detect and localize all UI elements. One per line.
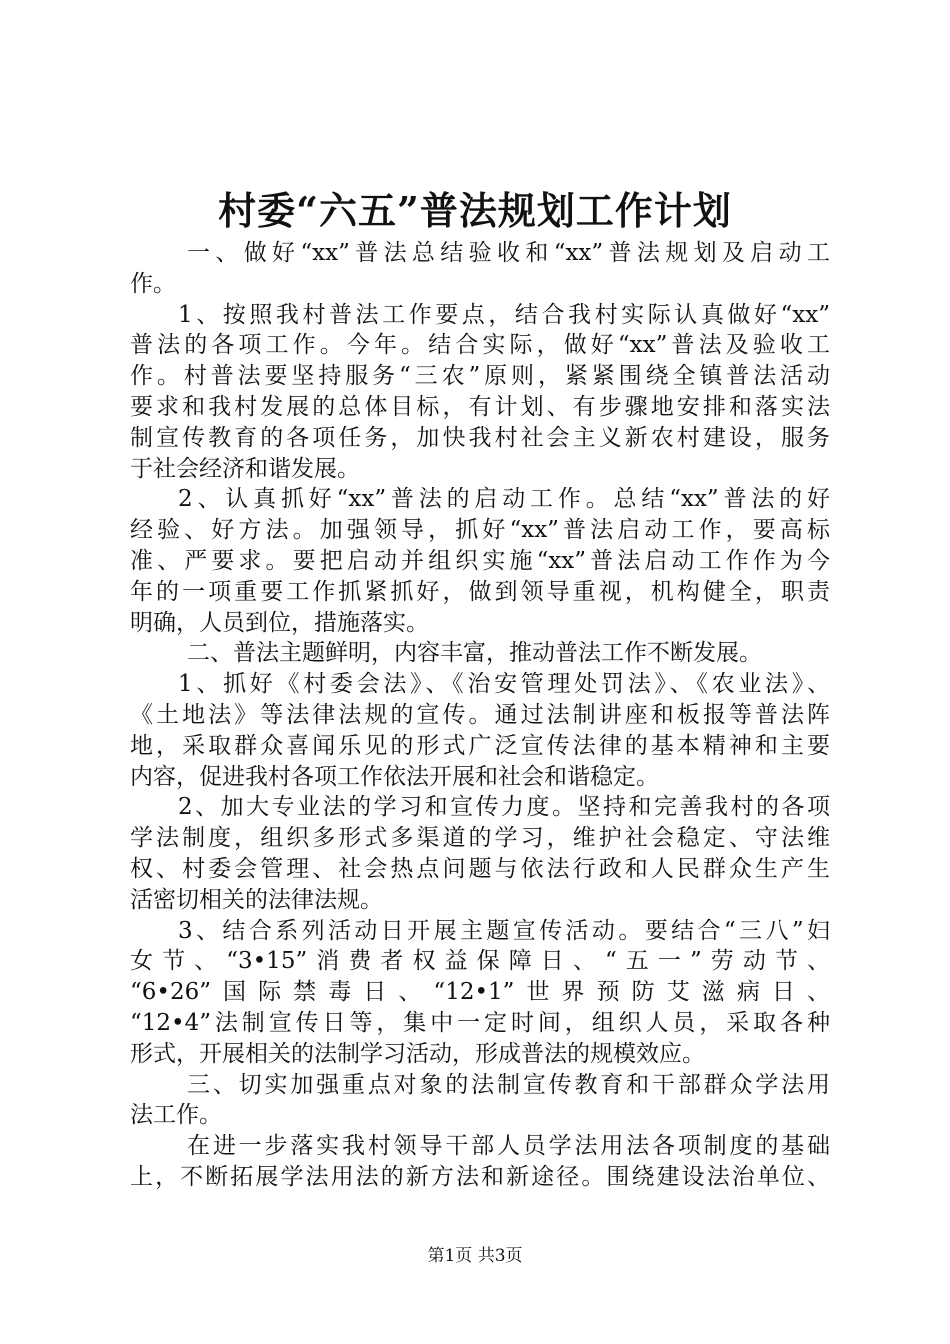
paragraph-line: 1、按照我村普法工作要点，结合我村实际认真做好“xx” <box>178 301 830 328</box>
paragraph-line: 学法制度，组织多形式多渠道的学习，维护社会稳定、守法维 <box>130 825 830 852</box>
paragraph-line: 《土地法》等法律法规的宣传。通过法制讲座和板报等普法阵 <box>130 701 830 728</box>
paragraph-line: 1、抓好《村委会法》、《治安管理处罚法》、《农业法》、 <box>178 671 830 698</box>
paragraph-line: 权、村委会管理、社会热点问题与依法行政和人民群众生产生 <box>130 855 830 882</box>
paragraph-line: 三、切实加强重点对象的法制宣传教育和干部群众学法用 <box>187 1071 830 1098</box>
document-body <box>130 238 830 1193</box>
paragraph-line: 经验、好方法。加强领导，抓好“xx”普法启动工作，要高标 <box>130 517 830 544</box>
paragraph-line: 3、结合系列活动日开展主题宣传活动。要结合“三八”妇 <box>178 917 830 944</box>
paragraph-line: 地，采取群众喜闻乐见的形式广泛宣传法律的基本精神和主要 <box>130 732 830 759</box>
paragraph-line: 年的一项重要工作抓紧抓好，做到领导重视，机构健全，职责 <box>130 578 830 605</box>
paragraph-line: 在进一步落实我村领导干部人员学法用法各项制度的基础 <box>187 1133 830 1160</box>
paragraph-line: 制宣传教育的各项任务，加快我村社会主义新农村建设，服务 <box>130 424 830 451</box>
paragraph-line: 要求和我村发展的总体目标，有计划、有步骤地安排和落实法 <box>130 393 830 420</box>
paragraph-line: 上，不断拓展学法用法的新方法和新途径。围绕建设法治单位、 <box>130 1163 830 1190</box>
paragraph-line: 明确，人员到位，措施落实。 <box>130 609 429 636</box>
paragraph-line: 法工作。 <box>130 1102 222 1129</box>
paragraph-line: 一、做好“xx”普法总结验收和“xx”普法规划及启动工 <box>187 240 830 266</box>
paragraph-line: 活密切相关的法律法规。 <box>130 886 383 913</box>
paragraph-line: 于社会经济和谐发展。 <box>130 455 360 482</box>
paragraph-line: 普法的各项工作。今年。结合实际，做好“xx”普法及验收工 <box>130 332 830 359</box>
paragraph-line: “12•4”法制宣传日等，集中一定时间，组织人员，采取各种 <box>130 1009 830 1036</box>
paragraph-line: 2、加大专业法的学习和宣传力度。坚持和完善我村的各项 <box>178 794 830 821</box>
paragraph-line: 作。村普法要坚持服务“三农”原则，紧紧围绕全镇普法活动 <box>130 363 830 390</box>
paragraph-line: 准、严要求。要把启动并组织实施“xx”普法启动工作作为今 <box>130 547 830 574</box>
paragraph-line: 女节、“3•15”消费者权益保障日、“五一”劳动节、 <box>130 948 830 975</box>
document-title: 村委“六五”普法规划工作计划 <box>218 188 732 233</box>
paragraph-line: 作。 <box>130 270 176 297</box>
paragraph-line: 形式，开展相关的法制学习活动，形成普法的规模效应。 <box>130 1040 705 1067</box>
paragraph-line: “6•26”国际禁毒日、“12•1”世界预防艾滋病日、 <box>130 979 830 1006</box>
page-footer: 第1页 共3页 <box>427 1246 523 1266</box>
paragraph-line: 二、普法主题鲜明，内容丰富，推动普法工作不断发展。 <box>187 640 762 667</box>
paragraph-line: 内容，促进我村各项工作依法开展和社会和谐稳定。 <box>130 763 659 790</box>
paragraph-line: 2、认真抓好“xx”普法的启动工作。总结“xx”普法的好 <box>178 486 830 513</box>
